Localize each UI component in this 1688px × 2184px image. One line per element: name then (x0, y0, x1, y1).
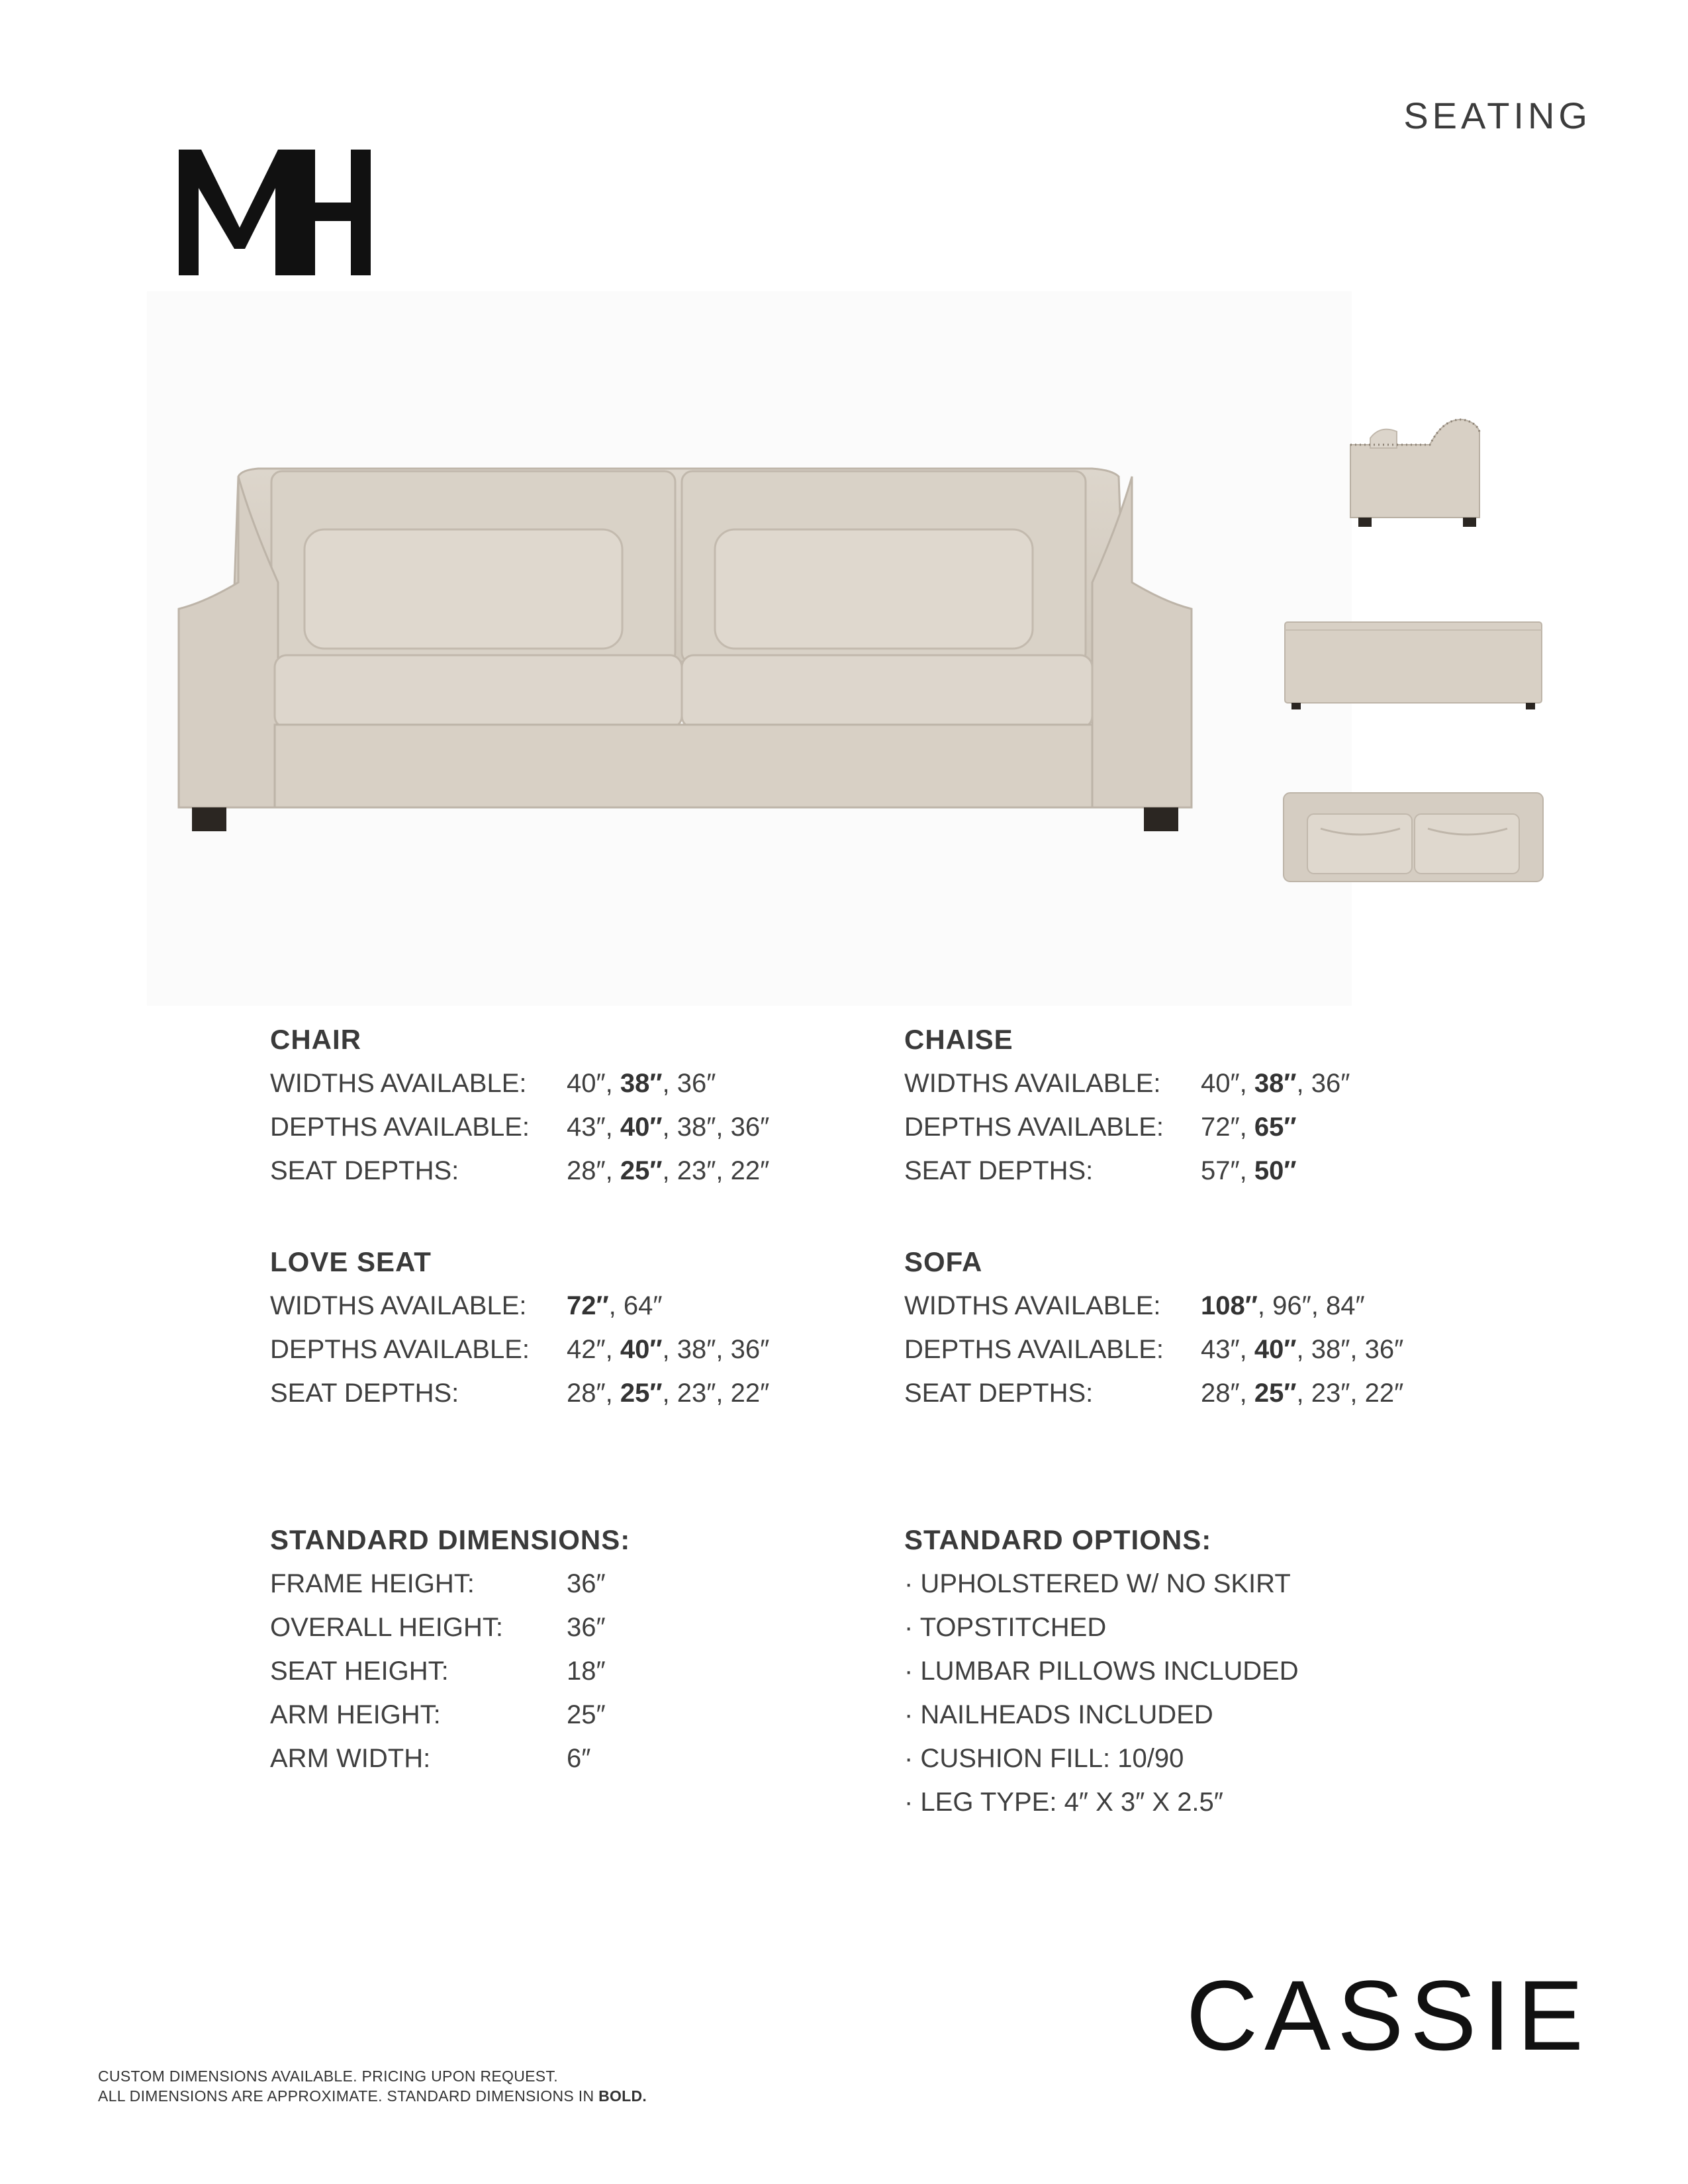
sofa-depths-row: DEPTHS AVAILABLE: 43″, 40″, 38″, 36″ (904, 1335, 1404, 1364)
dimension-row: ARM HEIGHT: 25″ (270, 1700, 606, 1729)
sofa-widths-row: WIDTHS AVAILABLE: 108″, 96″, 84″ (904, 1291, 1365, 1320)
standard-options-title: STANDARD OPTIONS: (904, 1524, 1212, 1555)
option-item: · UPHOLSTERED W/ NO SKIRT (904, 1569, 1291, 1598)
option-item: · CUSHION FILL: 10/90 (904, 1744, 1184, 1773)
product-name: CASSIE (1186, 1960, 1590, 2071)
sofa-top-image (1281, 788, 1546, 887)
sofa-seat-depths-row: SEAT DEPTHS: 28″, 25″, 23″, 22″ (904, 1379, 1404, 1408)
chaise-seat-depths-row: SEAT DEPTHS: 57″, 50″ (904, 1156, 1297, 1185)
sofa-sizes (904, 1240, 1403, 1415)
dimension-row: SEAT HEIGHT: 18″ (270, 1657, 606, 1686)
section-label: SEATING (1403, 95, 1591, 136)
standard-dimensions (270, 1518, 630, 1780)
love-seat-depths-row: DEPTHS AVAILABLE: 42″, 40″, 38″, 36″ (270, 1335, 770, 1364)
chaise-sizes (904, 1018, 1350, 1193)
sofa-side-image (1344, 412, 1483, 531)
chair-depths-row: DEPTHS AVAILABLE: 43″, 40″, 38″, 36″ (270, 1113, 770, 1142)
sofa-front-image (165, 437, 1205, 860)
option-item: · NAILHEADS INCLUDED (904, 1700, 1213, 1729)
chair-widths-row: WIDTHS AVAILABLE: 40″, 38″, 36″ (270, 1069, 716, 1098)
footer-line-1: CUSTOM DIMENSIONS AVAILABLE. PRICING UPON REQUEST. (98, 2068, 558, 2085)
sofa-title: SOFA (904, 1246, 983, 1277)
love-seat-widths-row: WIDTHS AVAILABLE: 72″, 64″ (270, 1291, 663, 1320)
chair-sizes (270, 1018, 769, 1193)
dimension-row: ARM WIDTH: 6″ (270, 1744, 591, 1773)
chair-title: CHAIR (270, 1024, 361, 1055)
option-item: · LUMBAR PILLOWS INCLUDED (904, 1657, 1299, 1686)
chaise-widths-row: WIDTHS AVAILABLE: 40″, 38″, 36″ (904, 1069, 1350, 1098)
option-item: · LEG TYPE: 4″ X 3″ X 2.5″ (904, 1788, 1223, 1817)
chaise-depths-row: DEPTHS AVAILABLE: 72″, 65″ (904, 1113, 1297, 1142)
love-seat-sizes (270, 1240, 769, 1415)
standard-dimensions-title: STANDARD DIMENSIONS: (270, 1524, 631, 1555)
brand-logo (179, 150, 371, 275)
option-item: · TOPSTITCHED (904, 1613, 1107, 1642)
chaise-title: CHAISE (904, 1024, 1013, 1055)
standard-options (904, 1518, 1299, 1824)
chair-seat-depths-row: SEAT DEPTHS: 28″, 25″, 23″, 22″ (270, 1156, 770, 1185)
sofa-back-image (1281, 615, 1546, 715)
dimension-row: FRAME HEIGHT: 36″ (270, 1569, 606, 1598)
footer-note (98, 2066, 647, 2106)
love-seat-title: LOVE SEAT (270, 1246, 432, 1277)
love-seat-seat-depths-row: SEAT DEPTHS: 28″, 25″, 23″, 22″ (270, 1379, 770, 1408)
dimension-row: OVERALL HEIGHT: 36″ (270, 1613, 606, 1642)
footer-line-2: ALL DIMENSIONS ARE APPROXIMATE. STANDARD DIMENSIONS IN BOLD. (98, 2087, 647, 2105)
